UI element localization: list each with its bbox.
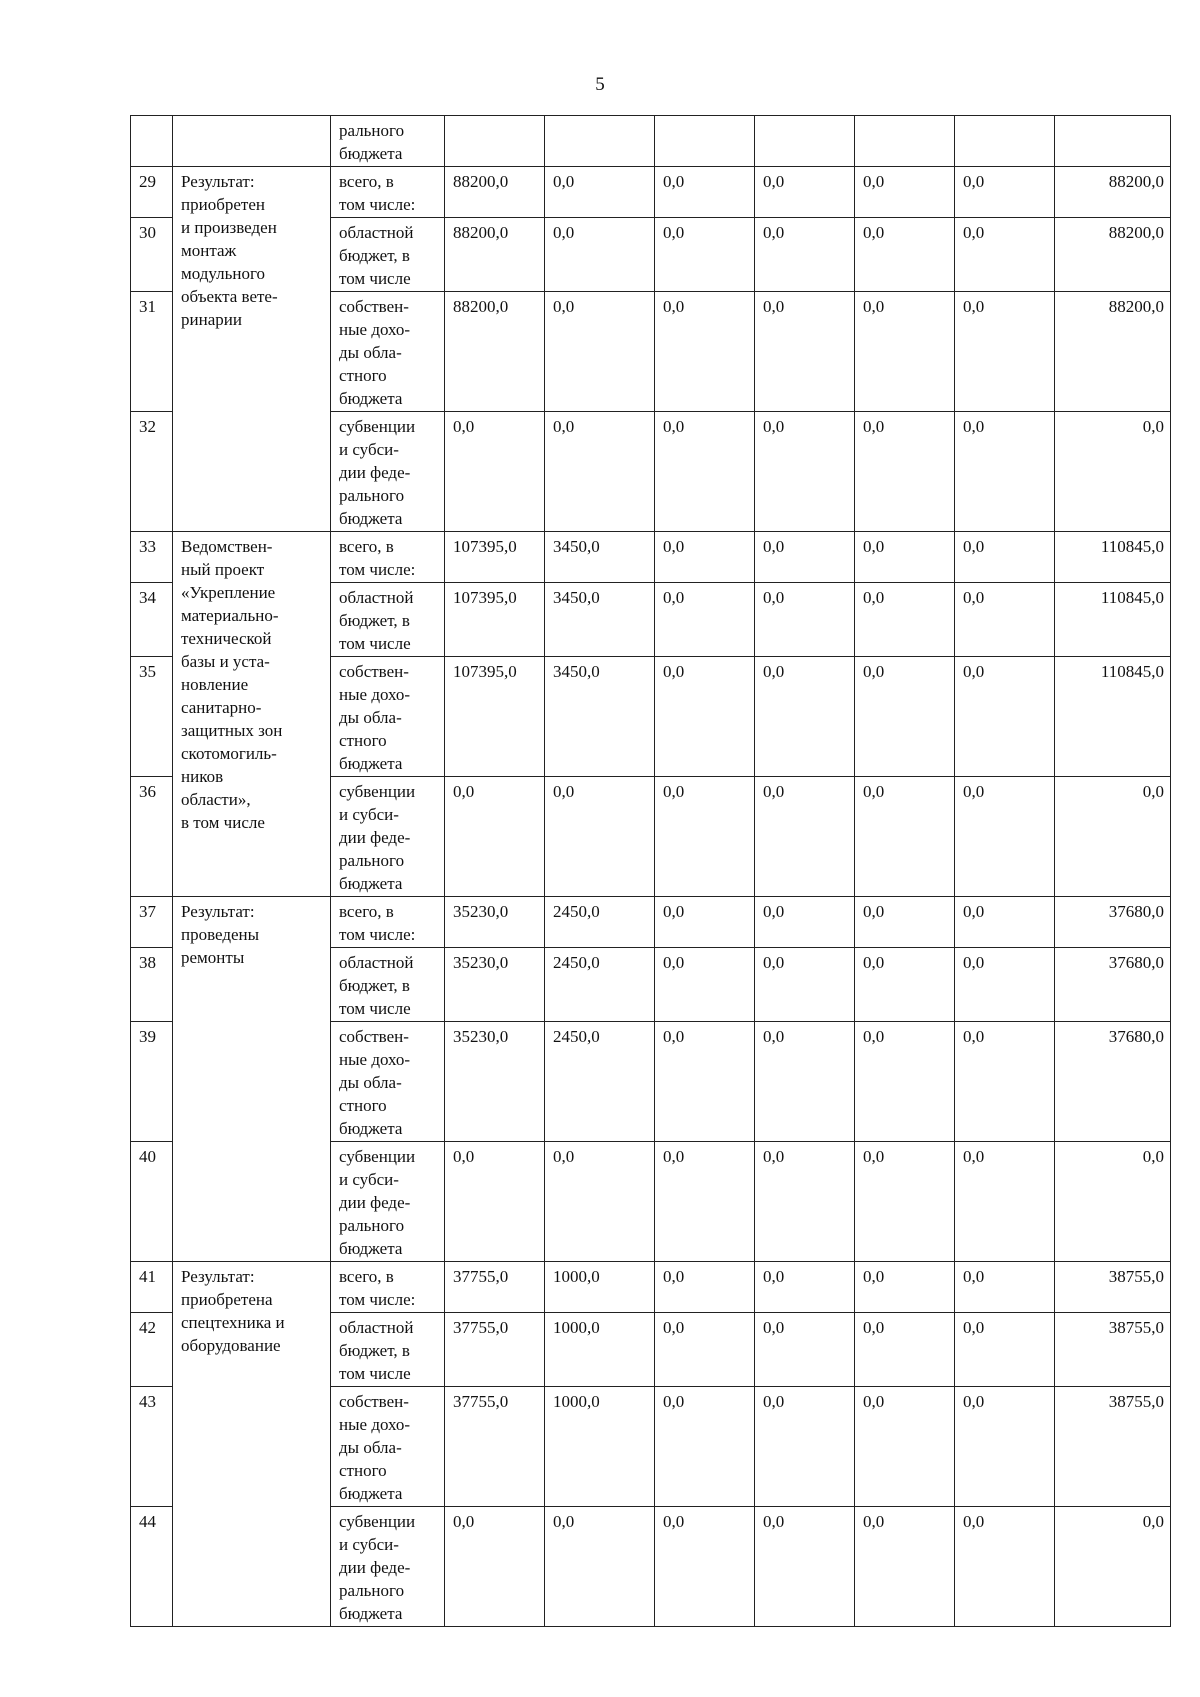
value-cell: 0,0 xyxy=(655,292,755,412)
value-cell: 0,0 xyxy=(955,1262,1055,1313)
value-cell: 107395,0 xyxy=(445,657,545,777)
indicator-name-cell xyxy=(173,532,331,897)
indicator-name-cell xyxy=(173,897,331,1262)
source-line: и субси- xyxy=(339,1170,399,1189)
value-cell: 0,0 xyxy=(655,1387,755,1507)
value-cell: 0,0 xyxy=(955,167,1055,218)
total-value-cell: 38755,0 xyxy=(1055,1313,1171,1387)
row-number-cell: 35 xyxy=(131,657,173,777)
value-cell xyxy=(545,116,655,167)
table-body xyxy=(131,116,1171,1627)
source-line: и субси- xyxy=(339,805,399,824)
value-cell: 1000,0 xyxy=(545,1313,655,1387)
name-line: ный проект xyxy=(181,560,265,579)
name-line: защитных зон xyxy=(181,721,283,740)
value-cell: 0,0 xyxy=(955,1313,1055,1387)
value-cell xyxy=(1055,116,1171,167)
value-cell: 37755,0 xyxy=(445,1262,545,1313)
name-line: ремонты xyxy=(181,948,245,967)
source-line: субвенции xyxy=(339,782,416,801)
row-number-cell: 32 xyxy=(131,412,173,532)
funding-source-cell xyxy=(331,1022,445,1142)
source-line: бюджета xyxy=(339,874,403,893)
value-cell: 0,0 xyxy=(955,1507,1055,1627)
value-cell: 2450,0 xyxy=(545,897,655,948)
row-number-cell: 37 xyxy=(131,897,173,948)
source-line: бюджета xyxy=(339,754,403,773)
value-cell: 0,0 xyxy=(955,777,1055,897)
value-cell: 0,0 xyxy=(755,218,855,292)
row-number-cell: 38 xyxy=(131,948,173,1022)
source-line: стного xyxy=(339,366,387,385)
total-value-cell: 88200,0 xyxy=(1055,292,1171,412)
value-cell xyxy=(955,116,1055,167)
source-line: ные дохо- xyxy=(339,1415,411,1434)
value-cell: 0,0 xyxy=(855,412,955,532)
funding-source-cell xyxy=(331,1387,445,1507)
value-cell: 0,0 xyxy=(855,1022,955,1142)
value-cell: 0,0 xyxy=(545,167,655,218)
source-line: и субси- xyxy=(339,440,399,459)
value-cell: 0,0 xyxy=(955,1142,1055,1262)
value-cell: 0,0 xyxy=(855,657,955,777)
funding-source-cell xyxy=(331,1262,445,1313)
source-line: бюджета xyxy=(339,509,403,528)
value-cell: 35230,0 xyxy=(445,948,545,1022)
total-value-cell: 0,0 xyxy=(1055,1142,1171,1262)
name-line: приобретена xyxy=(181,1290,273,1309)
value-cell: 107395,0 xyxy=(445,532,545,583)
table-row xyxy=(131,532,1171,583)
table-row xyxy=(131,897,1171,948)
source-line: том числе: xyxy=(339,1290,416,1309)
value-cell: 0,0 xyxy=(755,167,855,218)
source-line: том числе xyxy=(339,1364,411,1383)
table-row-continuation xyxy=(131,116,1171,167)
source-line: субвенции xyxy=(339,1147,416,1166)
source-line: ные дохо- xyxy=(339,320,411,339)
value-cell: 0,0 xyxy=(755,412,855,532)
source-line: ды обла- xyxy=(339,1073,402,1092)
row-number-cell: 36 xyxy=(131,777,173,897)
funding-source-cell xyxy=(331,897,445,948)
value-cell xyxy=(855,116,955,167)
source-line: бюджета xyxy=(339,1484,403,1503)
source-line: областной xyxy=(339,223,414,242)
name-line: объекта вете- xyxy=(181,287,278,306)
value-cell: 0,0 xyxy=(545,412,655,532)
value-cell: 0,0 xyxy=(955,292,1055,412)
source-line: ды обла- xyxy=(339,1438,402,1457)
value-cell: 3450,0 xyxy=(545,532,655,583)
source-line: стного xyxy=(339,1096,387,1115)
source-line: областной xyxy=(339,588,414,607)
value-cell: 37755,0 xyxy=(445,1387,545,1507)
indicator-name-cell xyxy=(173,167,331,532)
funding-source-cell xyxy=(331,1142,445,1262)
value-cell: 0,0 xyxy=(955,657,1055,777)
source-line: бюджета xyxy=(339,1239,403,1258)
row-number-cell: 29 xyxy=(131,167,173,218)
name-cell xyxy=(173,116,331,167)
table-row xyxy=(131,1262,1171,1313)
funding-source-cell xyxy=(331,657,445,777)
value-cell: 0,0 xyxy=(855,292,955,412)
value-cell: 0,0 xyxy=(755,948,855,1022)
source-line: бюджет, в xyxy=(339,1341,410,1360)
value-cell xyxy=(655,116,755,167)
value-cell: 88200,0 xyxy=(445,292,545,412)
value-cell: 0,0 xyxy=(755,1387,855,1507)
source-line: дии феде- xyxy=(339,828,411,847)
total-value-cell: 38755,0 xyxy=(1055,1262,1171,1313)
value-cell: 1000,0 xyxy=(545,1387,655,1507)
value-cell: 0,0 xyxy=(955,532,1055,583)
row-number-cell: 39 xyxy=(131,1022,173,1142)
value-cell: 0,0 xyxy=(655,167,755,218)
source-line: том числе: xyxy=(339,925,416,944)
value-cell: 0,0 xyxy=(755,1313,855,1387)
total-value-cell: 37680,0 xyxy=(1055,948,1171,1022)
total-value-cell: 0,0 xyxy=(1055,777,1171,897)
row-number-cell: 34 xyxy=(131,583,173,657)
source-line: том числе xyxy=(339,999,411,1018)
value-cell: 0,0 xyxy=(955,218,1055,292)
source-line: том числе: xyxy=(339,560,416,579)
source-line: рального xyxy=(339,1216,405,1235)
total-value-cell: 88200,0 xyxy=(1055,218,1171,292)
source-line: субвенции xyxy=(339,417,416,436)
funding-source-cell xyxy=(331,167,445,218)
source-line: и субси- xyxy=(339,1535,399,1554)
source-line: дии феде- xyxy=(339,1558,411,1577)
value-cell: 0,0 xyxy=(855,1507,955,1627)
name-line: и произведен xyxy=(181,218,277,237)
source-line: областной xyxy=(339,953,414,972)
name-line: «Укрепление xyxy=(181,583,276,602)
value-cell: 37755,0 xyxy=(445,1313,545,1387)
value-cell: 0,0 xyxy=(655,1262,755,1313)
value-cell: 88200,0 xyxy=(445,167,545,218)
name-line: Результат: xyxy=(181,1267,255,1286)
value-cell: 0,0 xyxy=(955,948,1055,1022)
name-line: проведены xyxy=(181,925,260,944)
value-cell: 0,0 xyxy=(655,1142,755,1262)
value-cell: 2450,0 xyxy=(545,948,655,1022)
funding-source-cell xyxy=(331,292,445,412)
source-line: бюджета xyxy=(339,1119,403,1138)
row-number-cell: 44 xyxy=(131,1507,173,1627)
value-cell: 2450,0 xyxy=(545,1022,655,1142)
name-line: технической xyxy=(181,629,272,648)
source-line: бюджета xyxy=(339,389,403,408)
value-cell: 0,0 xyxy=(755,532,855,583)
row-number-cell: 31 xyxy=(131,292,173,412)
name-line: санитарно- xyxy=(181,698,262,717)
value-cell: 0,0 xyxy=(955,412,1055,532)
funding-source-cell xyxy=(331,1507,445,1627)
value-cell: 0,0 xyxy=(445,1142,545,1262)
value-cell: 0,0 xyxy=(855,1142,955,1262)
name-line: области», xyxy=(181,790,251,809)
value-cell: 0,0 xyxy=(445,412,545,532)
row-number-cell: 43 xyxy=(131,1387,173,1507)
source-line: собствен- xyxy=(339,662,409,681)
value-cell: 0,0 xyxy=(655,532,755,583)
total-value-cell: 0,0 xyxy=(1055,1507,1171,1627)
source-line: всего, в xyxy=(339,902,394,921)
value-cell: 0,0 xyxy=(855,1387,955,1507)
name-line: базы и уста- xyxy=(181,652,270,671)
value-cell: 35230,0 xyxy=(445,897,545,948)
value-cell: 0,0 xyxy=(655,1313,755,1387)
source-line: рального xyxy=(339,486,405,505)
funding-source-cell xyxy=(331,116,445,167)
source-line: бюджет, в xyxy=(339,611,410,630)
total-value-cell: 110845,0 xyxy=(1055,657,1171,777)
source-line: бюджет, в xyxy=(339,976,410,995)
total-value-cell: 38755,0 xyxy=(1055,1387,1171,1507)
name-line: скотомогиль- xyxy=(181,744,277,763)
value-cell: 0,0 xyxy=(755,897,855,948)
funding-source-cell xyxy=(331,1313,445,1387)
name-line: Результат: xyxy=(181,172,255,191)
value-cell: 0,0 xyxy=(855,1262,955,1313)
value-cell: 0,0 xyxy=(755,657,855,777)
value-cell: 0,0 xyxy=(855,897,955,948)
source-line: ды обла- xyxy=(339,708,402,727)
value-cell: 0,0 xyxy=(855,1313,955,1387)
total-value-cell: 110845,0 xyxy=(1055,532,1171,583)
value-cell: 0,0 xyxy=(655,218,755,292)
value-cell: 3450,0 xyxy=(545,657,655,777)
name-line: материально- xyxy=(181,606,279,625)
indicator-name-cell xyxy=(173,1262,331,1627)
value-cell: 0,0 xyxy=(545,292,655,412)
row-number-cell: 33 xyxy=(131,532,173,583)
value-cell: 0,0 xyxy=(755,292,855,412)
value-cell: 0,0 xyxy=(655,897,755,948)
name-line: Ведомствен- xyxy=(181,537,273,556)
value-cell: 0,0 xyxy=(955,1022,1055,1142)
row-number-cell: 42 xyxy=(131,1313,173,1387)
source-line: всего, в xyxy=(339,172,394,191)
value-cell: 0,0 xyxy=(445,1507,545,1627)
total-value-cell: 0,0 xyxy=(1055,412,1171,532)
source-line: ные дохо- xyxy=(339,1050,411,1069)
source-line: собствен- xyxy=(339,1392,409,1411)
name-line: спецтехника и xyxy=(181,1313,285,1332)
page-number: 5 xyxy=(595,74,605,95)
source-line: бюджета xyxy=(339,144,403,163)
source-line: всего, в xyxy=(339,537,394,556)
source-line: том числе: xyxy=(339,195,416,214)
source-line: всего, в xyxy=(339,1267,394,1286)
value-cell: 0,0 xyxy=(545,218,655,292)
source-line: том числе xyxy=(339,634,411,653)
source-line: стного xyxy=(339,1461,387,1480)
name-line: оборудование xyxy=(181,1336,281,1355)
value-cell: 0,0 xyxy=(755,777,855,897)
value-cell: 1000,0 xyxy=(545,1262,655,1313)
source-line: субвенции xyxy=(339,1512,416,1531)
table-row xyxy=(131,167,1171,218)
value-cell: 0,0 xyxy=(755,1142,855,1262)
value-cell: 0,0 xyxy=(655,657,755,777)
total-value-cell: 37680,0 xyxy=(1055,897,1171,948)
value-cell: 0,0 xyxy=(655,777,755,897)
row-number-cell: 30 xyxy=(131,218,173,292)
row-number-cell: 40 xyxy=(131,1142,173,1262)
value-cell: 0,0 xyxy=(655,412,755,532)
funding-source-cell xyxy=(331,948,445,1022)
name-line: ников xyxy=(181,767,224,786)
source-line: том числе xyxy=(339,269,411,288)
value-cell: 107395,0 xyxy=(445,583,545,657)
budget-table xyxy=(130,115,1171,1627)
funding-source-cell xyxy=(331,532,445,583)
value-cell: 0,0 xyxy=(655,948,755,1022)
name-line: новление xyxy=(181,675,249,694)
source-line: дии феде- xyxy=(339,463,411,482)
name-line: приобретен xyxy=(181,195,265,214)
row-number-cell: 41 xyxy=(131,1262,173,1313)
value-cell: 0,0 xyxy=(545,1507,655,1627)
value-cell: 0,0 xyxy=(855,777,955,897)
value-cell: 0,0 xyxy=(855,218,955,292)
value-cell: 0,0 xyxy=(755,1507,855,1627)
value-cell: 0,0 xyxy=(955,897,1055,948)
row-number-cell xyxy=(131,116,173,167)
value-cell xyxy=(755,116,855,167)
name-line: ринарии xyxy=(181,310,242,329)
value-cell: 35230,0 xyxy=(445,1022,545,1142)
value-cell: 0,0 xyxy=(755,583,855,657)
name-line: модульного xyxy=(181,264,266,283)
value-cell: 0,0 xyxy=(755,1262,855,1313)
value-cell: 0,0 xyxy=(545,1142,655,1262)
name-line: монтаж xyxy=(181,241,237,260)
funding-source-cell xyxy=(331,583,445,657)
source-line: рального xyxy=(339,121,405,140)
funding-source-cell xyxy=(331,218,445,292)
value-cell: 0,0 xyxy=(445,777,545,897)
value-cell: 0,0 xyxy=(855,948,955,1022)
name-line: в том числе xyxy=(181,813,265,832)
name-line: Результат: xyxy=(181,902,255,921)
value-cell: 0,0 xyxy=(655,1022,755,1142)
total-value-cell: 110845,0 xyxy=(1055,583,1171,657)
source-line: бюджета xyxy=(339,1604,403,1623)
source-line: рального xyxy=(339,851,405,870)
source-line: бюджет, в xyxy=(339,246,410,265)
source-line: собствен- xyxy=(339,297,409,316)
total-value-cell: 37680,0 xyxy=(1055,1022,1171,1142)
source-line: рального xyxy=(339,1581,405,1600)
value-cell: 0,0 xyxy=(855,532,955,583)
value-cell: 0,0 xyxy=(855,583,955,657)
source-line: ные дохо- xyxy=(339,685,411,704)
source-line: стного xyxy=(339,731,387,750)
value-cell xyxy=(445,116,545,167)
source-line: ды обла- xyxy=(339,343,402,362)
value-cell: 0,0 xyxy=(855,167,955,218)
value-cell: 0,0 xyxy=(655,583,755,657)
funding-source-cell xyxy=(331,777,445,897)
value-cell: 88200,0 xyxy=(445,218,545,292)
value-cell: 0,0 xyxy=(545,777,655,897)
source-line: собствен- xyxy=(339,1027,409,1046)
value-cell: 3450,0 xyxy=(545,583,655,657)
source-line: дии феде- xyxy=(339,1193,411,1212)
value-cell: 0,0 xyxy=(755,1022,855,1142)
value-cell: 0,0 xyxy=(655,1507,755,1627)
total-value-cell: 88200,0 xyxy=(1055,167,1171,218)
funding-source-cell xyxy=(331,412,445,532)
value-cell: 0,0 xyxy=(955,583,1055,657)
source-line: областной xyxy=(339,1318,414,1337)
value-cell: 0,0 xyxy=(955,1387,1055,1507)
